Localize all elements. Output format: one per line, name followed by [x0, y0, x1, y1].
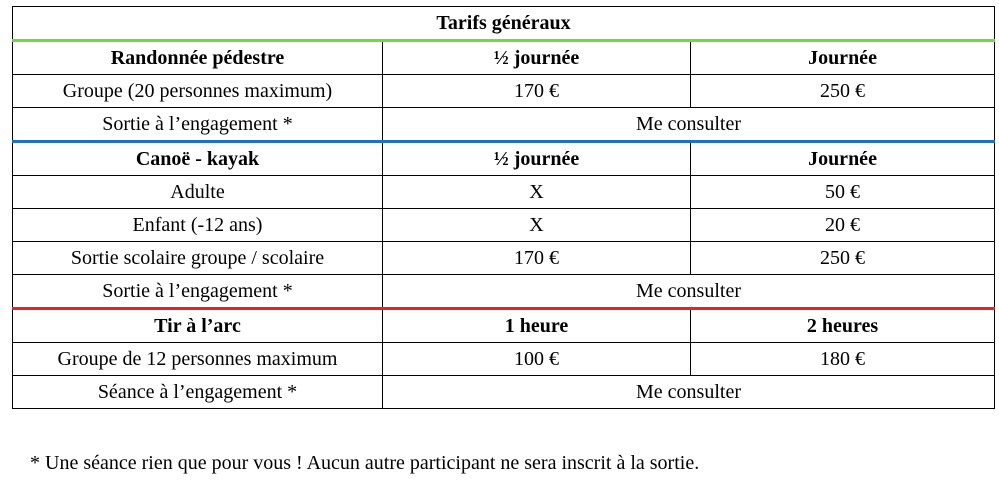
row-label: Séance à l’engagement * — [13, 376, 383, 409]
price-two-hours: 180 € — [691, 343, 995, 376]
column-header-two-hours: 2 heures — [691, 309, 995, 343]
column-header-full-day: Journée — [691, 41, 995, 75]
column-header-full-day: Journée — [691, 142, 995, 176]
table-title: Tarifs généraux — [13, 7, 995, 41]
section-title-randonnee: Randonnée pédestre — [13, 41, 383, 75]
consult-text: Me consulter — [383, 108, 995, 142]
column-header-half-day: ½ journée — [383, 142, 691, 176]
section-header-canoe — [13, 142, 995, 176]
table-row — [13, 209, 995, 242]
column-header-half-day: ½ journée — [383, 41, 691, 75]
row-label: Sortie scolaire groupe / scolaire — [13, 242, 383, 275]
row-label: Groupe de 12 personnes maximum — [13, 343, 383, 376]
row-label: Sortie à l’engagement * — [13, 275, 383, 309]
row-label: Adulte — [13, 176, 383, 209]
price-full-day: 20 € — [691, 209, 995, 242]
price-full-day: 250 € — [691, 242, 995, 275]
section-header-tir — [13, 309, 995, 343]
section-title-tir: Tir à l’arc — [13, 309, 383, 343]
table-row — [13, 242, 995, 275]
table-row-engagement — [13, 108, 995, 142]
table-row-engagement — [13, 275, 995, 309]
price-half-day: 170 € — [383, 75, 691, 108]
price-full-day: 250 € — [691, 75, 995, 108]
table-row — [13, 343, 995, 376]
row-label: Groupe (20 personnes maximum) — [13, 75, 383, 108]
table-row — [13, 176, 995, 209]
consult-text: Me consulter — [383, 376, 995, 409]
column-header-one-hour: 1 heure — [383, 309, 691, 343]
price-half-day: 170 € — [383, 242, 691, 275]
footnote: * Une séance rien que pour vous ! Aucun autre participant ne sera inscrit à la sortie. — [30, 452, 700, 474]
tarifs-table — [12, 6, 995, 409]
price-one-hour: 100 € — [383, 343, 691, 376]
row-label: Enfant (-12 ans) — [13, 209, 383, 242]
table-row — [13, 75, 995, 108]
consult-text: Me consulter — [383, 275, 995, 309]
price-half-day: X — [383, 176, 691, 209]
price-full-day: 50 € — [691, 176, 995, 209]
section-header-randonnee — [13, 41, 995, 75]
table-title-row — [13, 7, 995, 41]
section-title-canoe: Canoë - kayak — [13, 142, 383, 176]
table-row-engagement — [13, 376, 995, 409]
row-label: Sortie à l’engagement * — [13, 108, 383, 142]
price-half-day: X — [383, 209, 691, 242]
